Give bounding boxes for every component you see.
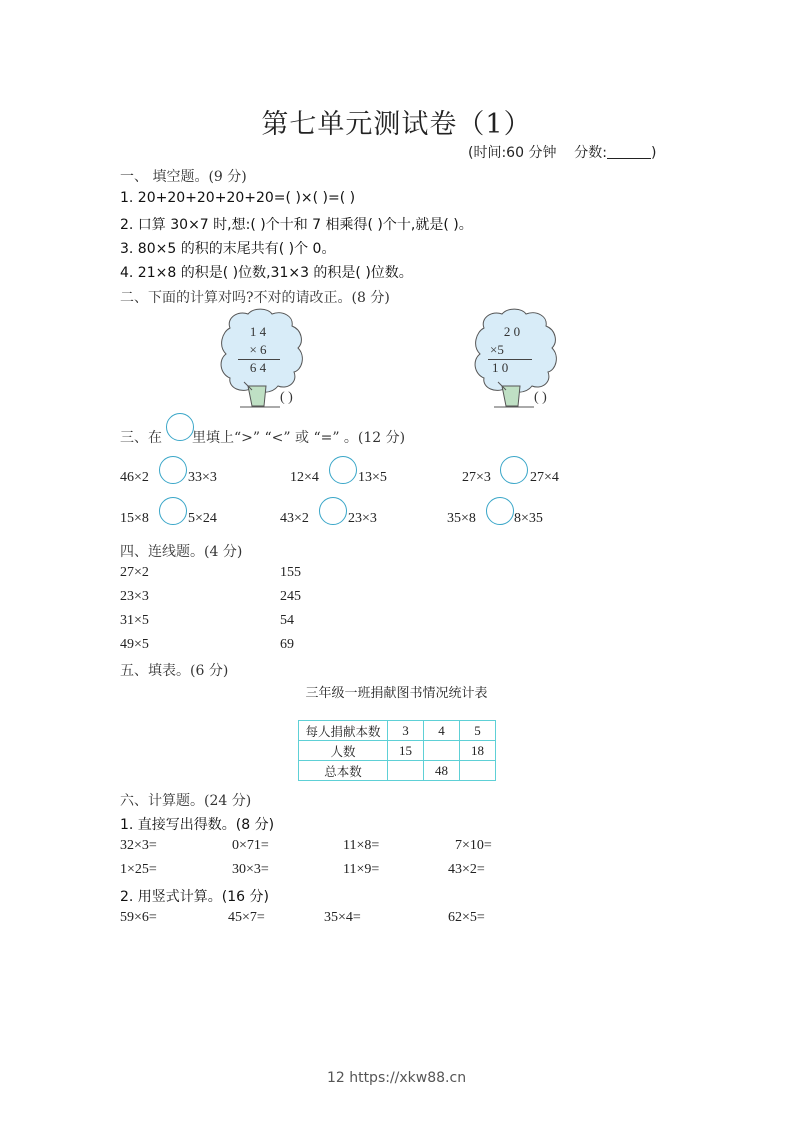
compare-left-2: 12×4: [290, 470, 319, 485]
direct-calc-7: 11×9=: [343, 862, 380, 877]
table-cell-blank[interactable]: [388, 761, 424, 781]
table-cell: 5: [460, 721, 496, 741]
score-label: 分数:: [574, 145, 607, 161]
section-2-heading: 二、下面的计算对吗?不对的请改正。(8 分): [120, 290, 390, 306]
compare-right-2: 13×5: [358, 470, 387, 485]
stat-table: [298, 720, 496, 781]
section-4-heading: 四、连线题。(4 分): [120, 544, 243, 560]
section-3-heading: [120, 427, 405, 447]
table-cell: 18: [460, 741, 496, 761]
tree-2-line1: 2 0: [503, 324, 521, 339]
table-title: 三年级一班捐献图书情况统计表: [305, 686, 488, 701]
compare-right-4: 5×24: [188, 511, 217, 526]
section-6-heading: 六、计算题。(24 分): [120, 793, 252, 809]
circle-icon: [166, 413, 194, 441]
time-label: (时间:60 分钟: [468, 145, 557, 161]
compare-circle-1[interactable]: [159, 456, 187, 484]
match-right-4[interactable]: 69: [280, 637, 294, 652]
direct-calc-3: 11×8=: [343, 838, 380, 853]
direct-calc-6: 30×3=: [232, 862, 269, 877]
compare-circle-3[interactable]: [500, 456, 528, 484]
section-3-heading-pre: 三、在: [120, 430, 162, 446]
direct-calc-2: 0×71=: [232, 838, 269, 853]
question-1-3: 3. 80×5 的积的末尾共有( )个 0。: [120, 241, 336, 257]
section-5-heading: 五、填表。(6 分): [120, 663, 229, 679]
vertical-calc-4: 62×5=: [448, 910, 485, 925]
compare-circle-2[interactable]: [329, 456, 357, 484]
subsection-6-1: 1. 直接写出得数。(8 分): [120, 817, 275, 833]
compare-right-1: 33×3: [188, 470, 217, 485]
compare-left-3: 27×3: [462, 470, 491, 485]
question-1-2: 2. 口算 30×7 时,想:( )个十和 7 相乘得( )个十,就是( )。: [120, 217, 473, 233]
compare-left-1: 46×2: [120, 470, 149, 485]
tree-2-line2: ×5: [490, 342, 504, 357]
tree-1-answer[interactable]: ( ): [280, 390, 293, 405]
table-cell: 人数: [299, 741, 388, 761]
table-cell-blank[interactable]: [424, 741, 460, 761]
tree-2-answer[interactable]: ( ): [534, 390, 547, 405]
question-1-1: 1. 20+20+20+20+20=( )×( )=( ): [120, 190, 356, 206]
question-1-4: 4. 21×8 的积是( )位数,31×3 的积是( )位数。: [120, 265, 413, 281]
tree-1-result: 6 4: [249, 360, 267, 375]
match-right-3[interactable]: 54: [280, 613, 294, 628]
compare-left-6: 35×8: [447, 511, 476, 526]
vertical-calc-3: 35×4=: [324, 910, 361, 925]
table-cell: 总本数: [299, 761, 388, 781]
table-cell: 3: [388, 721, 424, 741]
table-row: [299, 741, 496, 761]
compare-circle-6[interactable]: [486, 497, 514, 525]
score-blank[interactable]: [607, 144, 651, 159]
compare-right-5: 23×3: [348, 511, 377, 526]
subsection-6-2: 2. 用竖式计算。(16 分): [120, 889, 269, 905]
vertical-calc-1: 59×6=: [120, 910, 157, 925]
section-1-heading: 一、 填空题。(9 分): [120, 169, 247, 185]
table-row: [299, 721, 496, 741]
match-left-4[interactable]: 49×5: [120, 637, 149, 652]
compare-right-6: 8×35: [514, 511, 543, 526]
table-cell: 48: [424, 761, 460, 781]
tree-1-line1: 1 4: [249, 324, 267, 339]
compare-left-4: 15×8: [120, 511, 149, 526]
match-right-2[interactable]: 245: [280, 589, 301, 604]
direct-calc-4: 7×10=: [455, 838, 492, 853]
direct-calc-8: 43×2=: [448, 862, 485, 877]
page-footer[interactable]: 12 https://xkw88.cn: [326, 1070, 467, 1086]
match-right-1[interactable]: 155: [280, 565, 301, 580]
tree-1-line2: × 6: [249, 342, 267, 357]
compare-circle-4[interactable]: [159, 497, 187, 525]
compare-left-5: 43×2: [280, 511, 309, 526]
compare-right-3: 27×4: [530, 470, 559, 485]
vertical-calc-2: 45×7=: [228, 910, 265, 925]
table-cell: 15: [388, 741, 424, 761]
tree-2-result: 1 0: [492, 360, 509, 375]
table-cell-blank[interactable]: [460, 761, 496, 781]
table-row: [299, 761, 496, 781]
page-title: 第七单元测试卷（1）: [261, 109, 532, 140]
direct-calc-1: 32×3=: [120, 838, 157, 853]
match-left-3[interactable]: 31×5: [120, 613, 149, 628]
exam-meta: [468, 142, 656, 162]
table-cell: 4: [424, 721, 460, 741]
compare-circle-5[interactable]: [319, 497, 347, 525]
table-cell: 每人捐献本数: [299, 721, 388, 741]
section-3-heading-post: 里填上“>” “<” 或 “=” 。(12 分): [192, 430, 406, 446]
match-left-1[interactable]: 27×2: [120, 565, 149, 580]
match-left-2[interactable]: 23×3: [120, 589, 149, 604]
score-close: ): [650, 145, 657, 161]
direct-calc-5: 1×25=: [120, 862, 157, 877]
